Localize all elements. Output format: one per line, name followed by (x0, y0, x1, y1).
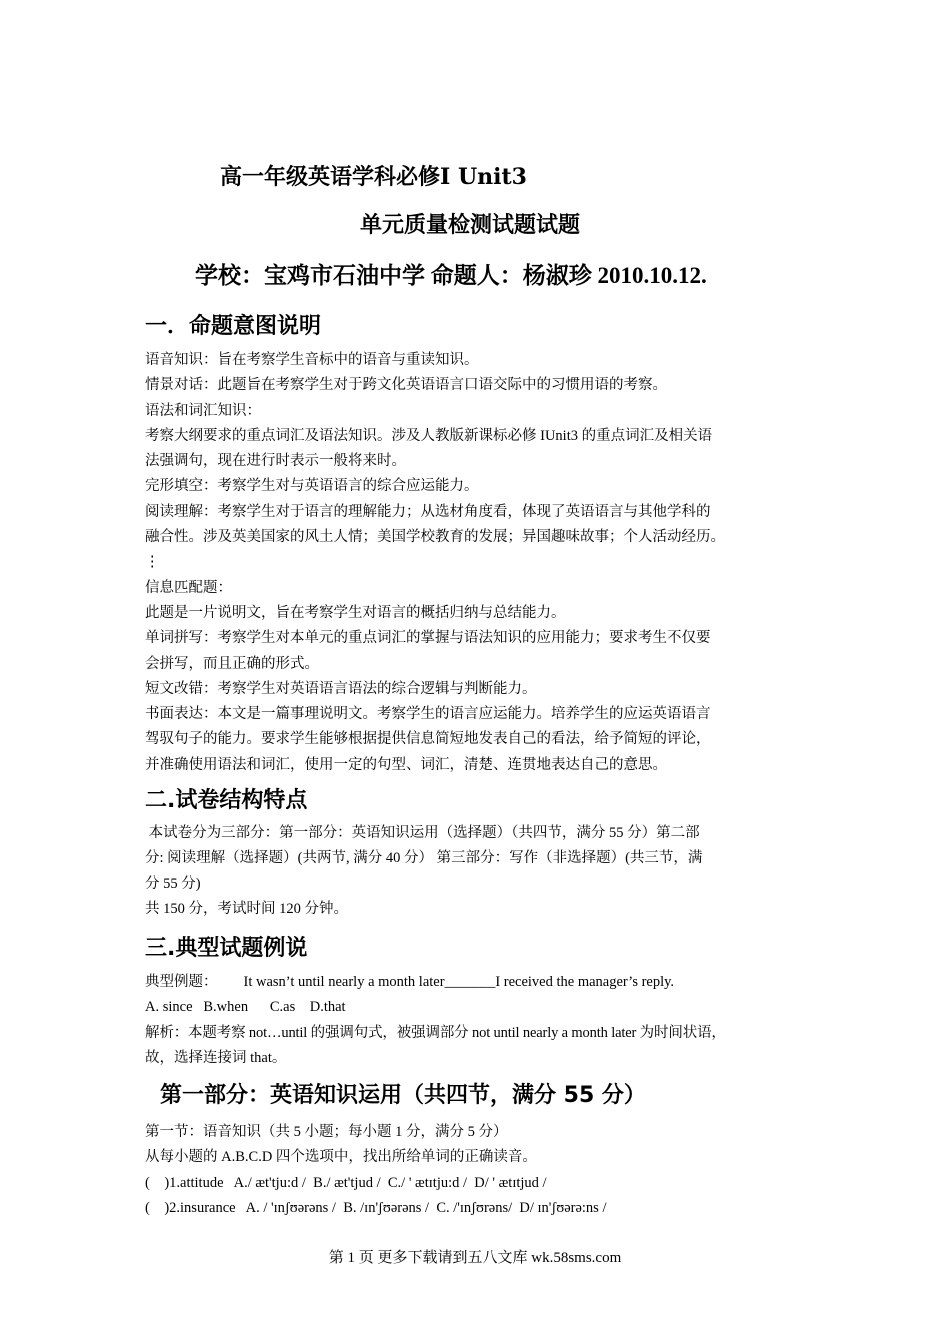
part1-body (145, 1120, 813, 1221)
paragraph-line: 短文改错：考察学生对英语语言语法的综合逻辑与判断能力。 (145, 680, 537, 697)
part1-heading: 第一部分：英语知识运用（共四节，满分 55 分） (160, 1083, 646, 1108)
paragraph-line: 法强调句，现在进行时表示一般将来时。 (145, 453, 406, 470)
paragraph-line: 情景对话：此题旨在考察学生对于跨文化英语语言口语交际中的习惯用语的考察。 (145, 377, 667, 394)
paragraph-line: 共 150 分，考试时间 120 分钟。 (145, 900, 348, 917)
paragraph-line: 单词拼写：考察学生对本单元的重点词汇的掌握与语法知识的应用能力；要求考生不仅要 (145, 630, 711, 647)
section-heading-example: 三.典型试题例说 (145, 936, 308, 961)
analysis-line: 故，选择连接词 that。 (145, 1049, 287, 1066)
paragraph-line: 此题是一片说明文，旨在考察学生对语言的概括归纳与总结能力。 (145, 604, 566, 621)
section-intent-body (145, 348, 813, 778)
example-question-line (145, 970, 813, 995)
section-structure-body (145, 821, 813, 922)
document-title: 高一年级英语学科必修Ⅰ Unit3 (220, 164, 527, 190)
paragraph-line: 本试卷分为三部分：第一部分：英语知识运用（选择题）（共四节，满分 55 分）第二部 (145, 825, 700, 841)
paragraph-line: 并准确使用语法和词汇，使用一定的句型、词汇，清楚、连贯地表达自己的意思。 (145, 756, 667, 773)
part1-instruction-line: 从每小题的 A.B.C.D 四个选项中，找出所给单词的正确读音。 (145, 1149, 537, 1166)
paragraph-line: 信息匹配题： (145, 579, 232, 596)
part1-section-line: 第一节：语音知识（共 5 小题；每小题 1 分，满分 5 分） (145, 1124, 508, 1140)
paragraph-line: 书面表达：本文是一篇事理说明文。考察学生的语言应运能力。培养学生的应运英语语言 (145, 706, 711, 723)
paragraph-line: 语音知识：旨在考察学生音标中的语音与重读知识。 (145, 352, 479, 368)
paragraph-line: 语法和词汇知识： (145, 402, 261, 419)
question-item: ( )2.insurance A. / 'ɪnʃʊərəns / B. /ɪn'ʃʊərəns / C. /'ɪnʃʊrəns/ D/ ɪn'ʃʊərə:ns / (145, 1199, 607, 1216)
paragraph-line: 驾驭句子的能力。要求学生能够根据提供信息简短地发表自己的看法，给予简短的评论， (145, 731, 711, 748)
page-footer: 第 1 页 更多下载请到五八文库 wk.58sms.com (328, 1250, 622, 1266)
paragraph-line: 阅读理解：考察学生对于语言的理解能力；从选材角度看，体现了英语语言与其他学科的 (145, 503, 711, 520)
section-heading-intent: 一．命题意图说明 (145, 314, 322, 339)
paragraph-line: 会拼写，而且正确的形式。 (145, 655, 319, 672)
example-options: A. since B.when C.as D.that (145, 999, 346, 1016)
paragraph-line: 分 55 分) (145, 875, 201, 892)
author-line: 学校：宝鸡市石油中学 命题人：杨淑珍 2010.10.12. (195, 263, 707, 288)
paragraph-line: 完形填空：考察学生对与英语语言的综合应运能力。 (145, 478, 479, 495)
example-label: 典型例题： (145, 974, 218, 990)
example-question: It wasn’t until nearly a month later_______I received the manager’s reply. (243, 974, 675, 990)
section-heading-structure: 二.试卷结构特点 (145, 788, 308, 813)
question-item: ( )1.attitude A./ æt'tju:d / B./ æt'tjud / C./ ' ætɪtju:d / D/ ' ætɪtjud / (145, 1174, 547, 1191)
paragraph-line: 融合性。涉及英美国家的风土人情；美国学校教育的发展；异国趣味故事；个人活动经历。 (145, 529, 725, 546)
section-example-body (145, 970, 813, 1071)
analysis-line: 解析：本题考察 not…until 的强调句式，被强调部分 not until nearly a month later 为时间状语， (145, 1024, 726, 1041)
paragraph-line: ⋮ (145, 554, 160, 571)
paragraph-line: 考察大纲要求的重点词汇及语法知识。涉及人教版新课标必修 IUnit3 的重点词汇及相关语 (145, 427, 713, 444)
document-subtitle: 单元质量检测试题试题 (360, 212, 581, 238)
paragraph-line: 分: 阅读理解（选择题）(共两节, 满分 40 分） 第三部分：写作（非选择题）(共三节，满 (145, 850, 703, 867)
